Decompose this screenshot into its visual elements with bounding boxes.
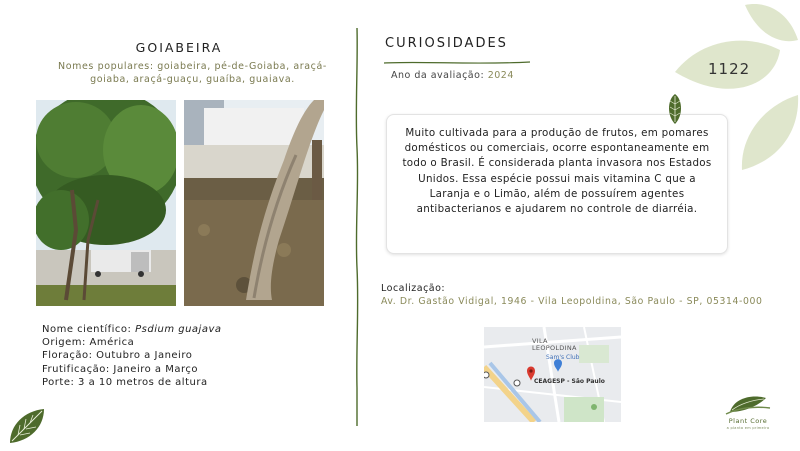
map-place-sams: Sam's Club: [546, 354, 580, 361]
popular-names: Nomes populares: goiabeira, pé-de-Goiaba, araçá-goiaba, araçá-guaçu, guaíba, guaiava.: [58, 61, 327, 85]
small-leaf-icon: [664, 92, 686, 126]
curiosity-text: Muito cultivada para a produção de frutos, em pomares domésticos ou comerciais, ocorre espontaneamente em todo o Brasil. É considerada planta invasora nos Estados Unidos. Essa espécie possui mais vitamina C que a Laranja e o Limão, além de possuírem agentes antibacterianos e ajudarem no controle de diarréia.: [402, 127, 712, 216]
evaluation-year: [391, 70, 514, 81]
size-row: Porte: 3 a 10 metros de altura: [42, 376, 208, 388]
map-place-ceagesp: CEAGESP - São Paulo: [534, 378, 605, 385]
tree-photo: [36, 100, 176, 306]
section-title: CURIOSIDADES: [385, 36, 508, 51]
species-name: GOIABEIRA: [135, 40, 223, 55]
evaluation-year-label: Ano da avaliação:: [391, 70, 485, 81]
origin-row: Origem: América: [42, 337, 135, 349]
column-divider: [352, 28, 362, 426]
location-address: Av. Dr. Gastão Vidigal, 1946 - Vila Leopoldina, São Paulo - SP, 05314-000: [381, 296, 763, 307]
trunk-photo: [184, 100, 324, 306]
scientific-name-label: Nome científico:: [42, 324, 132, 335]
logo-tagline: a planta em primeiro: [726, 426, 770, 430]
leaf-icon: [6, 405, 48, 447]
logo-name: Plant Core: [728, 417, 768, 425]
scientific-name-row: [42, 323, 222, 336]
location-label: Localização:: [381, 283, 446, 294]
decorative-leaves-icon: [670, 0, 800, 175]
scientific-name-value: Psdium guajava: [135, 324, 222, 335]
species-facts: [42, 323, 222, 389]
fruiting-row: Frutificação: Janeiro a Março: [42, 363, 198, 375]
evaluation-year-value: 2024: [487, 70, 514, 81]
flowering-row: Floração: Outubro a Janeiro: [42, 350, 193, 362]
location-map[interactable]: [484, 327, 621, 422]
map-district-label: VILA LEOPOLDINA: [532, 337, 577, 352]
record-code: 1122: [708, 60, 751, 78]
title-underline: [384, 52, 530, 60]
